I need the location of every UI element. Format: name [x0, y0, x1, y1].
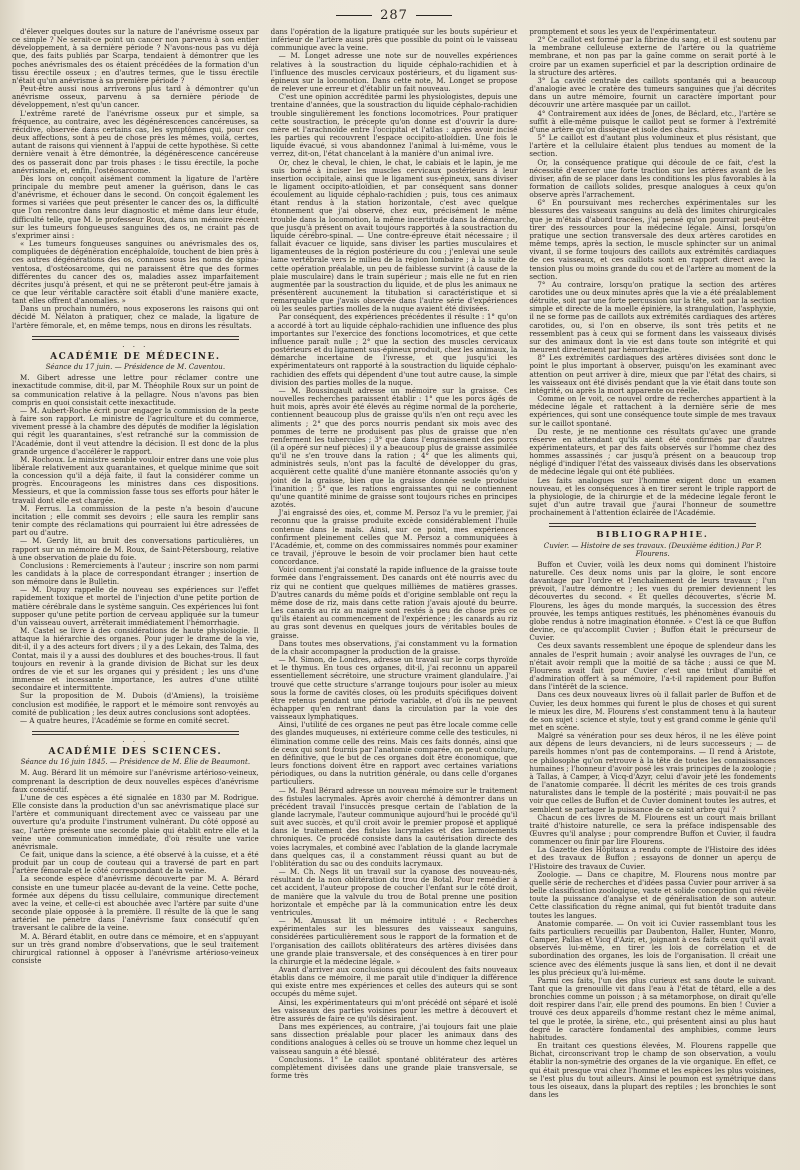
- paragraph: Dans ces deux nouveaux livres où il fallait parler de Buffon et de Cuvier, les deux hommes qui furent le plus de choses et qui surent le mieux les dire, M. Flourens s'est constamment tenu à la hauteur de son sujet : science et style, tout y est grand comme le génie qu'il met en scène.: [529, 690, 777, 732]
- columns: [12, 28, 776, 1099]
- header-dash-left: [336, 15, 372, 16]
- paragraph: Buffon et Cuvier, voilà les deux noms qui dominent l'histoire naturelle. Ces deux noms unis par la gloire, le sont encore davantage par l'ordre et l'enchaînement de leurs travaux ; l'un prévoit, l'autre démontre ; les vues du premier deviennent les découvertes du second. « Et quelles découvertes, s'écrie M. Flourens, les âges du monde marqués, la succession des êtres prouvée, les temps antiques restitués, les phénomènes évanouis du globe rendus à notre imagination étonnée. » C'est là ce que Buffon devine, ce qu'accomplit Cuvier ; Buffon était le précurseur de Cuvier.: [529, 559, 777, 643]
- paragraph: Or, chez le cheval, le chien, le chat, le cabiais et le lapin, je me suis borné à inciser les muscles cervicaux postérieurs à leur insertion occipitale, ainsi que le ligament sus-épineux, sans diviser le ligament occipito-atloïdien, et par conséquent sans donner écoulement au liquide céphalo-rachidien ; puis, tous ces animaux étant rendus à la station horizontale, c'est avec quelque étonnement que j'ai observé, chez eux, précisément le même trouble dans la locomotion, la même incertitude dans la démarche, que jusqu'à présent on avait toujours rapportés à la soustraction du liquide cérébro-spinal. — Une contre-épreuve était nécessaire ; il fallait évacuer ce liquide, sans diviser les parties musculaires et ligamenteuses de la région postérieure du cou ; j'enlevai une seule lame vertébrale vers le milieu de la région lombaire ; à la suite de cette opération préalable, un peu de faiblesse survint (à cause de la plaie musculaire) dans le train supérieur ; mais elle ne fut en rien augmentée par la soustraction du liquide, et de plus les animaux ne présentèrent aucunement la titubation si caractéristique et si remarquable que j'avais observée dans l'autre série d'expériences où les seules parties molles de la nuque avaient été divisées.: [270, 157, 518, 314]
- paragraph: Dans mes expériences, au contraire, j'ai toujours fait une plaie sans dissection préalable pour placer les animaux dans des conditions analogues à celles où se trouve un homme chez lequel un vaisseau sanguin a été blessé.: [270, 1022, 518, 1056]
- paragraph: — M. Dupuy rappelle de nouveau ses expériences sur l'effet rapidement toxique et mortel de l'injection d'une petite portion de matière cérébrale dans le système sanguin. Ces expériences lui font supposer qu'une petite portion de cerveau appliquée sur la tumeur d'un vaisseau ouvert, arrêterait immédiatement l'hémorrhagie.: [12, 585, 259, 627]
- header-dash-right: [416, 15, 452, 16]
- paragraph: 3° La cavité centrale des caillots spontanés qui a beaucoup d'analogie avec le cratère des tumeurs sanguines que j'ai décrites dans un autre mémoire, fournit un caractère important pour découvrir une artère masquée par un caillot.: [529, 75, 777, 110]
- paragraph: — M. Aubert-Roche écrit pour engager la commission de la peste à faire son rapport. Le ministre de l'agriculture et du commerce, vivement pressé à la chambre des députés de modifier la législation qui régit les quarantaines, s'est retranché sur la commission de l'Académie, dont il veut attendre la décision. Il est donc de la plus grande urgence d'accélérer le rapport.: [12, 405, 259, 456]
- paragraph: L'une de ces espèces a été signalée en 1830 par M. Rodrigue. Elle consiste dans la production d'un sac anévrismatique placé sur l'artère et communiquant directement avec ce vaisseau par une ouverture qu'a produite l'instrument vulnérant. Du côté opposé au sac, l'artère présente une seconde plaie qui établit entre elle et la veine une communication immédiate, d'où résulte une varice anévrismale.: [12, 792, 259, 851]
- section-subtitle: Séance du 17 juin. — Présidence de M. Caventou.: [45, 362, 226, 372]
- section-rule: [32, 731, 239, 735]
- paragraph: 7° Au contraire, lorsqu'on pratique la section des artères carotides une ou deux minutes après que la vie a été préalablement détruite, soit par une forte percussion sur la tête, soit par la section simple et directe de la moelle épinière, la strangulation, l'asphyxie, il ne se forme pas de caillots aux extrémités cardiaques des artères carotides, ou, si l'on en observe, ils sont très petits et ne ressemblent pas à ceux qui se forment dans les vaisseaux divisés sur des animaux dont la vie est dans toute son intégrité et qui meurent directement par hémorrhagie.: [529, 279, 777, 355]
- section-title-academie-sciences: ACADÉMIE DES SCIENCES.: [48, 747, 223, 758]
- paragraph: — A quatre heures, l'Académie se forme en comité secret.: [20, 715, 230, 725]
- paragraph: 2° Ce caillot est formé par la fibrine du sang, et il est soutenu par la membrane celluleuse externe de l'artère ou la quatrième membrane, et non pas par la gaîne comme on serait porté à le croire par un examen superficiel et par la description ordinaire de la structure des artères.: [529, 35, 777, 77]
- paragraph: L'extrême rareté de l'anévrisme osseux pur et simple, sa fréquence, au contraire, avec les dégénérescences cancéreuses, sa récidive, observée dans certains cas, les symptômes qui, pour ces deux affections, sont à peu de chose près les mêmes, voilà, certes, autant de raisons qui viennent à l'appui de cette hypothèse. Si cette dernière venait à être démontrée, la dégénérescence cancéreuse des os passerait donc par trois phases : le tissu érectile, la poche anévrismale, et, enfin, l'ostéosarcome.: [12, 108, 259, 175]
- paragraph: Anatomie comparée. — On voit ici Cuvier rassemblant tous les faits particuliers recueillis par Daubenton, Haller, Hunter, Monro, Camper, Pallas et Vicq d'Azir, et, joignant à ces faits ceux qu'il avait observés lui-même, en tirer les lois de corrélation et de subordination des organes, les lois de l'organisation. Il créait une science avec des éléments jusque là sans lien, et dont il ne devait les plus précieux qu'à lui-même.: [529, 918, 777, 977]
- paragraph: d'élever quelques doutes sur la nature de l'anévrisme osseux par ce simple ? Ne serait-ce point un cancer non parvenu à son entier développement, à sa dernière période ? N'avons-nous pas vu déjà que, des faits publiés par Scarpa, tendaient à démontrer que les poches anévrismales des os étaient précédées de la formation d'un tissu érectile osseux ; en d'autres termes, que le tissu érectile n'était qu'un anévrisme à sa première période ?: [12, 27, 259, 85]
- academie-sciences-body: [12, 769, 259, 965]
- paragraph: Ainsi, les expérimentateurs qui m'ont précédé ont séparé et isolé les vaisseaux des parties voisines pour les mettre à découvert et être assurés de faire ce qu'ils désiraient.: [270, 997, 518, 1023]
- section-title-bibliographie: BIBLIOGRAPHIE.: [596, 530, 709, 541]
- paragraph: M. Rochoux. Le ministre semble vouloir entrer dans une voie plus libérale relativement aux quarantaines, et quelque minime que soit la concession qu'il a déjà faite, il faut la considérer comme un progrès. Encourageons les ministres dans ces dispositions. Messieurs, et que la commission fasse tous ses efforts pour hâter le travail dont elle est chargée.: [12, 454, 259, 505]
- paragraph: Zoologie. — Dans ce chapitre, M. Flourens nous montre par quelle série de recherches et d'idées passa Cuvier pour arriver à sa belle classification zoologique, vaste et solide conception qui révèle toute la puissance d'analyse et de généralisation de son auteur. Cette classification du règne animal, qui fut bientôt traduite dans toutes les langues.: [529, 869, 777, 920]
- paragraph: — M. Longet adresse une note sur de nouvelles expériences relatives à la soustraction du liquide céphalo-rachidien et à l'influence des muscles cervicaux postérieurs, et du ligament sus-épineux sur la locomotion. Dans cette note, M. Longet se propose de relever une erreur et d'établir un fait nouveau.: [270, 51, 518, 94]
- page-number: 287: [380, 7, 408, 23]
- paragraph: Peut-être aussi nous arriverons plus tard à démontrer qu'un anévrisme osseux, parvenu à sa dernière période de développement, n'est qu'un cancer.: [12, 84, 259, 110]
- paragraph: — M. Ch. Negs lit un travail sur la cyanose des nouveau-nés, résultant de la non oblitération du trou de Botal. Pour remédier à cet accident, l'auteur propose de coucher l'enfant sur le côté droit, de manière que la valvule du trou de Botal prenne une position horizontale et empêche par là la communication entre les deux ventricules.: [270, 867, 518, 917]
- paragraph: Voici comment j'ai constaté la rapide influence de la graisse toute formée dans l'engraissement. Des canards ont été nourris avec du riz qui ne contient que quelques millièmes de matières grasses. D'autres canards du même poids et d'origine semblable ont reçu la même dose de riz, mais dans cette ration j'avais ajouté du beurre. Les canards au riz au maigre sont restés à peu de chose près ce qu'ils étaient au commencement de l'expérience ; les canards au riz au gras sont devenus en quelques jours de véritables boules de graisse.: [270, 565, 518, 640]
- section-subtitle: Séance du 16 juin 1845. — Présidence de M. Élie de Beaumont.: [20, 757, 251, 767]
- paragraph: Du reste, je ne mentionne ces résultats qu'avec une grande réserve en attendant qu'ils aient été confirmés par d'autres expérimentateurs, et par des faits observés sur l'homme chez des hommes assassinés ; car jusqu'à présent on a beaucoup trop négligé d'indiquer l'état des vaisseaux divisés dans les observations de médecine légale qui ont été publiées.: [529, 426, 777, 477]
- paragraph: Or, la conséquence pratique qui découle de ce fait, c'est la nécessité d'exercer une forte traction sur les artères avant de les diviser, afin de se placer dans les conditions les plus favorables à la formation de caillots solides, presque analogues à ceux qu'on observe après l'arrachement.: [529, 157, 777, 200]
- bibliographie-body: [529, 561, 776, 1099]
- column-1: [12, 28, 259, 1099]
- paragraph: Conclusions. 1° Le caillot spontané oblitérateur des artères complètement divisées dans une grande plaie transversale, se forme très: [270, 1054, 518, 1080]
- paragraph: M. Aug. Bérard lit un mémoire sur l'anévrisme artérioso-veineux, comprenant la description de deux nouvelles espèces d'anévrisme faux consécutif.: [12, 768, 259, 794]
- paragraph: Ainsi, l'utilité de ces organes ne peut pas être locale comme celle des glandes muqueuses, ni extérieure comme celle des testicules, ni élimination comme celle des reins. Mais ces faits donnés, ainsi que de ceux qui sont fournis par l'anatomie comparée, on peut conclure, en définitive, que le but de ces organes doit être économique, que leurs fonctions doivent être en rapport avec certaines variations périodiques, ou dans la nutrition générale, ou dans celle d'organes particuliers.: [270, 720, 518, 787]
- paragraph: Dans un prochain numéro, nous exposerons les raisons qui ont décidé M. Nélaton à pratiquer, chez ce malade, la ligature de l'artère fémorale, et, en même temps, nous en dirons les résultats.: [12, 304, 259, 330]
- paragraph: 6° En poursuivant mes recherches expérimentales sur les blessures des vaisseaux sanguins au delà des limites chirurgicales que je m'étais d'abord tracées, j'ai pensé qu'on pourrait peut-être tirer des ressources pour la médecine légale. Ainsi, lorsqu'on pratique une section transversale des deux artères carotides en même temps, après la section, le muscle sphincter sur un animal vivant, il se forme toujours des caillots aux extrémités cardiaques de ces vaisseaux, et ces caillots sont en rapport direct avec la tension plus ou moins grande du cou et de l'artère au moment de la section.: [529, 198, 777, 281]
- paragraph: Ces deux savants ressemblent une époque de splendeur dans les annales de l'esprit humain ; avoir analysé les ouvrages de l'un, ce n'était avoir rempli que la moitié de sa tâche ; aussi ce que M. Flourens avait fait pour Cuvier c'est une tribut d'amitié et d'admiration offert à sa mémoire, l'a-t-il rapidement pour Buffon dans l'intérêt de la science.: [529, 641, 777, 692]
- paragraph: promptement et sous les yeux de l'expérimentateur.: [529, 27, 717, 36]
- section-title-academie-medecine: ACADÉMIE DE MÉDECINE.: [50, 351, 221, 362]
- paragraph: — M. Paul Bérard adresse un nouveau mémoire sur le traitement des fistules lacrymales. Après avoir cherché à démontrer dans un précédent travail l'insuccès presque certain de l'ablation de la glande lacrymale, l'auteur communique aujourd'hui le procédé qu'il suit avec succès, et qu'il croit avoir le premier proposé et appliqué dans le traitement des fistules lacrymales et des larmoiements chroniques. Ce procédé consiste dans la cautérisation directe des voies lacrymales, et combiné avec l'ablation de la glande lacrymale dans quelques cas, il a constamment réussi quant au but de l'oblitération du sac ou des conduits lacrymaux.: [270, 785, 518, 868]
- paragraph: M. Gibert adresse une lettre pour réclamer contre une inexactitude commise, dit-il, par M. Théophile Roux sur un point de sa communication relative à la pellagre. Nous n'avons pas bien compris en quoi consistait cette inexactitude.: [12, 373, 259, 407]
- paragraph: Chacun de ces livres de M. Flourens est un court mais brillant traité d'histoire naturelle, ce sera la préface indispensable des Œuvres qu'il analyse ; pour comprendre Buffon et Cuvier, il faudra commencer ou finir par lire Flourens.: [529, 812, 777, 847]
- paragraph: Avant d'arriver aux conclusions qui découlent des faits nouveaux établis dans ce mémoire, il me paraît utile d'indiquer la différence qui existe entre mes expériences et celles des auteurs qui se sont occupés du même sujet.: [270, 964, 518, 999]
- paragraph: dans l'opération de la ligature pratiquée sur les bouts supérieur et inférieur de l'artère aussi près que possible du point où le vaisseau communique avec la veine.: [270, 27, 518, 53]
- column-2: [271, 28, 518, 1099]
- section-rule: [549, 523, 756, 527]
- paragraph: 4° Contrairement aux idées de Jones, de Béclard, etc., l'artère se suffit à elle-même puisque le caillot peut se former à l'extrémité d'une artère qu'on dissèque et isole des chairs.: [529, 108, 777, 134]
- paragraph: « Les tumeurs fongueuses sanguines ou anévrismales des os, compliquées de dégénération encéphaloïde, touchent de bien près à ces autres dégénérations des os, connues sous les noms de spina-ventosa, d'ostéosarcome, qui ne paraissent être que des formes différentes du cancer des os, maladies assez imparfaitement décrites jusqu'à présent, et qui ne se prêteront peut-être jamais à ce que leur véritable caractère soit établi d'une manière exacte, tant elles offrent d'anomalies. »: [12, 239, 259, 306]
- paragraph: Malgré sa vénération pour ses deux héros, il ne les élève point aux dépens de leurs devanciers, ni de leurs successeurs ; — de pareils hommes n'ont pas de contemporains. — Il rend à Aristote, ce philosophe qu'on retrouve à la tête de toutes les connaissances humaines ; l'honneur d'avoir posé les vrais principes de la zoologie ; à Tallas, à Camper, à Vicq-d'Azyr, celui d'avoir jeté les fondements de l'anatomie comparée. Il décrit les mérites de ces trois grands naturalistes dans le temple de la postérité ; mais pouvait-il ne pas voir que celles de Buffon et de Cuvier dominent toutes les autres, et semblent se partager la puissance de ce saint arbre qui ?: [529, 731, 777, 814]
- paragraph: Ce fait, unique dans la science, a été observé à la cuisse, et a été produit par un coup de couteau qui a traversé de part en part l'artère fémorale et le côté correspondant de la veine.: [12, 850, 259, 876]
- col1-article: [12, 28, 259, 330]
- paragraph: Parmi ces faits, l'un des plus curieux est sans doute le suivant. Tant que la grenouille vit dans l'eau à l'état de têtard, elle a des bronchies comme un poisson ; à sa métamorphose, on dirait qu'elle doit respirer dans l'air, elle prend des poumons. En bien ! Cuvier a trouvé ces deux appareils d'homme restant chez le même animal, tel que le protée, la sirène, etc., qui présentent ainsi au plus haut degré le caractère fondamental des amphibies, comme leurs habitudes.: [529, 975, 777, 1042]
- paragraph: J'ai engraissé des oies, et, comme M. Persoz l'a vu le premier, j'ai reconnu que la graisse produite excède considérablement l'huile contenue dans le maïs. Ainsi, sur ce point, mes expériences confirment pleinement celles que M. Persoz a communiquées à l'Académie, et, comme on des commissaires nommés pour examiner ce travail, j'éprouve le besoin de voir proclamer bien haut cette concordance.: [270, 508, 518, 567]
- paragraph: 8° Les extrémités cardiaques des artères divisées sont donc le point le plus important à observer, puisqu'on les examinant avec attention on peut arriver à dire, mieux que par l'état des chairs, si les vaisseaux ont été divisés pendant que la vie était dans toute son intégrité, ou après la mort apparente ou réelle.: [529, 353, 777, 395]
- paragraph: Par conséquent, des expériences précédentes il résulte : 1° qu'on a accordé à tort au liquide céphalo-rachidien une influence des plus importantes sur l'exercice des fonctions locomotrices, et que cette influence paraît nulle ; 2° que la section des muscles cervicaux postérieurs et du ligament sus-épineux produit, chez les animaux, la démarche incertaine de l'ivresse, et que jusqu'ici les expérimentateurs ont rapporté à la soustraction du liquide céphalo-rachidien des effets qui dépendent d'une tout autre cause, la simple division des parties molles de la nuque.: [270, 312, 518, 387]
- section-subtitle: Cuvier. — Histoire de ses travaux. (Deuxième édition.) Par P. Flourens.: [543, 540, 762, 558]
- ornament: · · ·: [122, 737, 149, 746]
- paragraph: — M. Amussat lit un mémoire intitulé : « Recherches expérimentales sur les blessures des vaisseaux sanguins, considérées particulièrement sous le rapport de la formation et de l'organisation des caillots oblitérateurs des artères divisées dans une grande plaie transversale, et des conséquences à en tirer pour la chirurgie et la médecine légale. »: [270, 916, 518, 966]
- page-header: [12, 2, 776, 28]
- paragraph: — M. Gerdy lit, au bruit des conversations particulières, un rapport sur un mémoire de M. Roux, de Saint-Pétersbourg, relative à une observation de plaie du foie.: [12, 536, 259, 562]
- paragraph: M. Ferrus. La commission de la peste n'a besoin d'aucune incitation ; elle commit ses devoirs ; elle saura les remplir sans tenir compte des réclamations qui pourraient lui être adressées de part ou d'autre.: [12, 503, 259, 538]
- paragraph: Conclusions : Remerciements à l'auteur ; inscrire son nom parmi les candidats à la place de correspondant étranger ; insertion de son mémoire dans le Bulletin.: [12, 560, 259, 587]
- paragraph: Comme on le voit, ce nouvel ordre de recherches appartient à la médecine légale et rattachent à la dernière série de mes expériences, qui sont une conséquence toute simple de mes travaux sur le caillot spontané.: [529, 394, 777, 428]
- paragraph: En traitant ces questions élevées, M. Flourens rappelle que Bichat, circonscrivant trop le champ de son observation, a voulu établir la non-symétrie des organes de la vie organique. En effet, ce qui était presque vrai chez l'homme et les espèces les plus voisines, se l'est plus du tout ailleurs. Ainsi le poumon est symétrique dans tous les oiseaux, dans la plupart des reptiles ; les bronchies le sont dans les: [529, 1041, 777, 1099]
- paragraph: Dans toutes mes observations, j'ai constamment vu la formation de la chair accompagner la production de la graisse.: [270, 638, 518, 656]
- paragraph: M. Castel se livre à des considérations de haute physiologie. Il attaque la hiérarchie des organes. Pour juger le drame de la vie, dit-il, il y a des acteurs fort divers ; il y a des Lekain, des Talma, des Contat, mais il y a aussi des doublures et des bouches-trous. Il faut toujours en revenir à la grande division de Bichat sur les deux ordres de vie et sur les organes qui y président ; les uns d'une immense et incessante importance, les autres d'une utilité secondaire et intermittente.: [12, 626, 259, 693]
- paragraph: Les faits analogues sur l'homme exigent donc un examen nouveau, et les conséquences à en tirer seront le triple rapport de la physiologie, de la chirurgie et de la médecine légale feront le sujet d'un autre travail que j'aurai l'honneur de soumettre prochainement à l'attention éclairée de l'Académie.: [529, 475, 777, 518]
- paragraph: — M. Boussingault adresse un mémoire sur la graisse. Ces nouvelles recherches paraissent établir : 1° que les porcs âgés de huit mois, après avoir été élevés au régime normal de la porcherie, contiennent beaucoup plus de graisse qu'ils n'en ont reçu avec les aliments ; 2° que des porcs nourris pendant six mois avec des pommes de terre ne produisent pas plus de graisse que n'en renferment les tubercules ; 3° que dans l'engraissement des porcs (il a opéré sur neuf pièces) il y a beaucoup plus de graisse assimilée qu'il ne s'en trouve dans la ration ; 4° que les aliments qui, administrés seuls, n'ont pas la faculté de développer du gras, acquièrent cette qualité d'une manière étonnante associés qu'on y joint de la graisse, bien que la graisse donnée seule produise l'inanition ; 5° que les rations engraissantes qui ne contiennent qu'une quantité minime de graisse sont toujours riches en principes azotés.: [270, 385, 518, 510]
- paragraph: La seconde espèce d'anévrisme découverte par M. A. Bérard consiste en une tumeur placée au-devant de la veine. Cette poche, formée aux dépens du tissu cellulaire, communique directement avec la veine, et celle-ci est abouchée avec l'artère par suite d'une seconde plaie opposée à la première. Il résulte de là que le sang artériel ne pénètre dans l'anévrisme faux consécutif qu'en traversant le calibre de la veine.: [12, 874, 259, 933]
- academie-medecine-body: [12, 374, 259, 725]
- ornament: · · ·: [122, 342, 149, 351]
- paragraph: Dès lors on conçoit aisément comment la ligature de l'artère principale du membre peut amener la guérison, dans le cas d'anévrisme, et échouer dans le second. On conçoit également les formes si variées que peut présenter le cancer des os, la difficulté que l'on rencontre dans leur diagnostic et même dans leur étude, difficulté telle, que M. le professeur Roux, dans un mémoire récent sur les tumeurs fongueuses sanguines des os, ne craint pas de s'exprimer ainsi :: [12, 173, 259, 240]
- column-3: [529, 28, 776, 1099]
- paragraph: Sur la proposition de M. Dubois (d'Amiens), la troisième conclusion est modifiée, le rapport et le mémoire sont renvoyés au comité de publication ; les deux autres conclusions sont adoptées.: [12, 691, 259, 717]
- paragraph: 5° Le caillot est d'autant plus volumineux et plus résistant, que l'artère et la cellulaire étaient plus tendues au moment de la section.: [529, 133, 777, 159]
- section-rule: [32, 336, 239, 340]
- paragraph: M. A. Bérard établit, en outre dans ce mémoire, et en s'appuyant sur un très grand nombre d'observations, que le seul traitement chirurgical rationnel à opposer à l'anévrisme artérioso-veineux consiste: [12, 931, 259, 966]
- paragraph: La Gazette des Hôpitaux a rendu compte de l'Histoire des idées et des travaux de Buffon ; essayons de donner un aperçu de l'Histoire des travaux de Cuvier.: [529, 845, 777, 871]
- paragraph: C'est une opinion accréditée parmi les physiologistes, depuis une trentaine d'années, que la soustraction du liquide céphalo-rachidien trouble singulièrement les fonctions locomotrices. Pour pratiquer cette soustraction, le précepte qu'on donne est d'ouvrir la dure-mère et l'arachnoïde entre l'occipital et l'atlas : après avoir incisé les parties qui recouvrent l'espace occipito-atloïdien. Une fois le liquide évacué, si vous abandonnez l'animal à lui-même, vous le verrez, dit-on, l'état chancelant à la manière d'un animal ivre.: [270, 92, 518, 159]
- paragraph: — M. Simon, de Londres, adresse un travail sur le corps thyroïde et le thymus. En tous ces organes, dit-il, j'ai reconnu un appareil essentiellement sécrétoire, une structure vraiment glandulaire. J'ai trouvé que cette structure s'arrange toujours pour isoler au mieux sous la forme de cavités closes, où les produits spécifiques doivent être retenus pendant une période variable, et d'où ils ne peuvent échapper qu'en rentrant dans la circulation par la voie des vaisseaux lymphatiques.: [270, 655, 518, 722]
